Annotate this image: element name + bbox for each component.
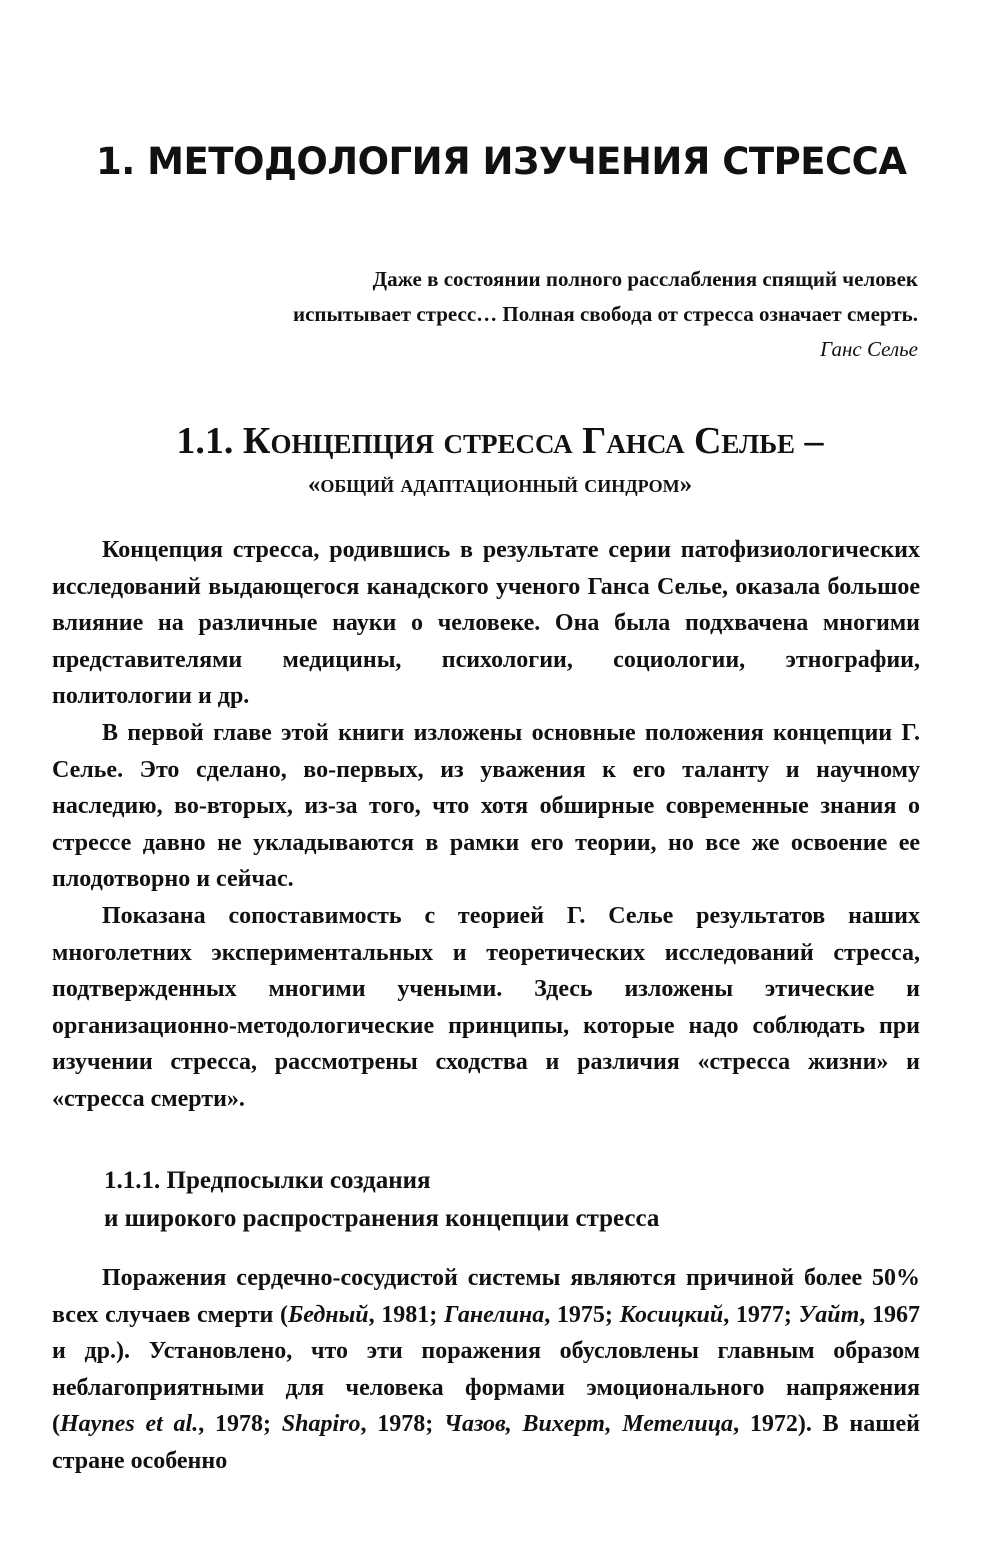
citation-author: Бедный [288,1301,369,1328]
text-run: , 1978; [198,1411,282,1438]
section-title [60,416,940,504]
epigraph-line: испытывает стресс… Полная свобода от стресса означает смерть. [293,302,918,326]
citation-author: Shapiro [281,1411,361,1438]
section-body [52,532,920,1118]
text-run: , 1981; [368,1301,444,1328]
citation-author: Ганелина [443,1301,545,1328]
citation-author: Уайт [798,1301,860,1328]
citation-author: Косицкий [619,1301,724,1328]
subsection-title-line: 1.1.1. Предпосылки создания [104,1167,431,1194]
text-run: , 1978; [360,1411,445,1438]
subsection-title-line: и широкого распространения концепции стресса [104,1205,660,1232]
section-title-line: «общий адаптационный синдром» [307,471,693,498]
epigraph [158,262,918,367]
chapter-title: 1. МЕТОДОЛОГИЯ ИЗУЧЕНИЯ СТРЕССА [96,140,907,183]
paragraph: Показана сопоставимость с теорией Г. Селье результатов наших многолетних экспериментальных и теоретических исследований стресса, подтвержденных многими учеными. Здесь изложены этические и организационно-методологические принципы, которые надо соблюдать при изучении стресса, рассмотрены сходства и различия «стресса жизни» и «стресса смерти». [52,902,920,1112]
text-run: , 1972). В нашей стране особенно [52,1411,920,1474]
section-title-line: 1.1. Концепция стресса Ганса Селье – [176,420,824,462]
paragraph: В первой главе этой книги изложены основные положения концепции Г. Селье. Это сделано, во-первых, из уважения к его таланту и научному наследию, во-вторых, из-за того, что хотя обширные современные знания о стрессе давно не укладываются в рамки его теории, но все же освоение ее плодотворно и сейчас. [52,719,920,893]
paragraph: Концепция стресса, родившись в результате серии патофизиологических исследований выдающегося канадского ученого Ганса Селье, оказала большое влияние на различные науки о человеке. Она была подхвачена многими представителями медицины, психологии, социологии, этнографии, политологии и др. [52,537,920,710]
text-run: Поражения сердечно-сосудистой системы являются причиной более 50% всех случаев смерти ( [52,1265,920,1328]
subsection-body [52,1260,920,1480]
citation-author: Haynes et al. [60,1411,199,1438]
subsection-title [104,1162,904,1238]
text-run: , 1977; [723,1301,799,1328]
paragraph [52,1260,920,1480]
epigraph-author: Ганс Селье [820,337,918,361]
text-run: , 1975; [544,1301,620,1328]
epigraph-line: Даже в состоянии полного расслабления спящий человек [372,267,918,291]
text-run: , 1967 и др.). Установлено, что эти поражения обусловлены главным образом неблагоприятными для человека формами эмоционального напряжения ( [52,1301,920,1438]
citation-author: Чазов, Вихерт, Метелица [444,1411,734,1438]
